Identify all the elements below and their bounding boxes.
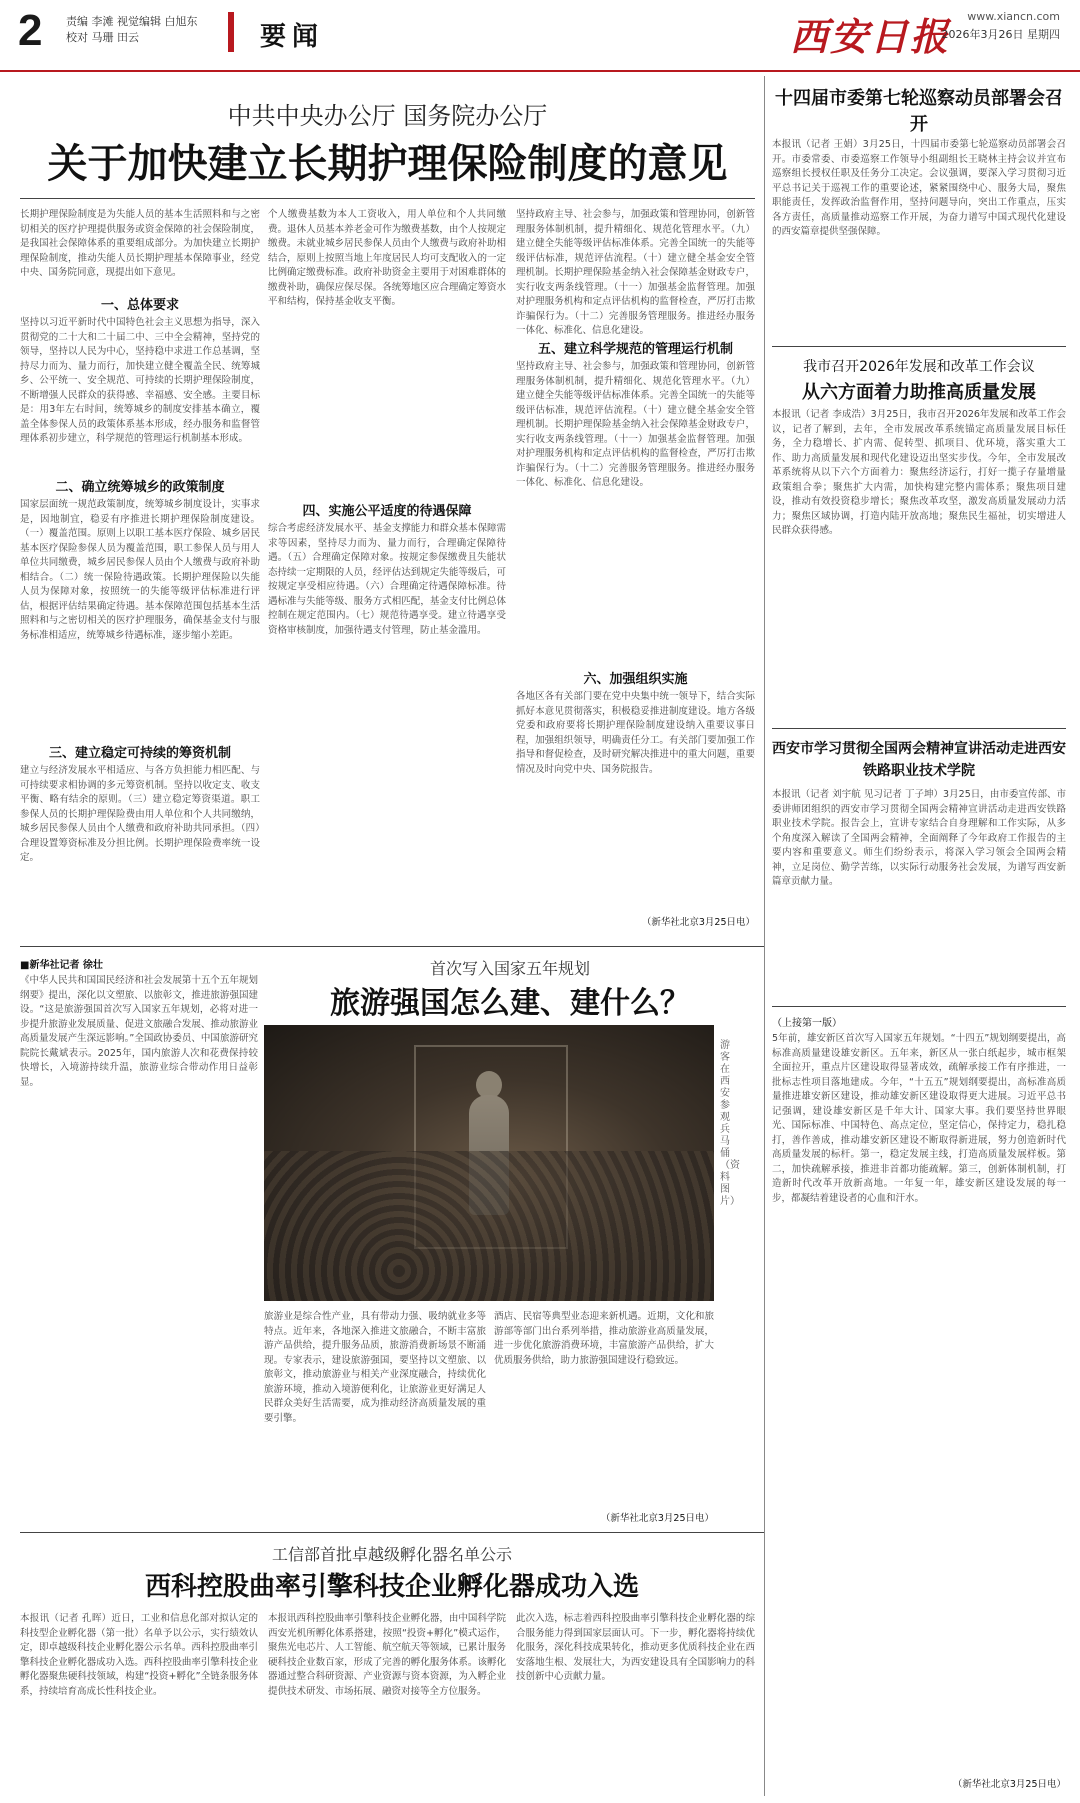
- inspection-text: 本报讯（记者 王娟）3月25日，十四届市委第七轮巡察动员部署会召开。市委常委、市委巡察工作领导小组副组长王晓林主持会议并宣布巡察组长授权任职及任务分工决定。会议强调，要深入学习贯彻习近平总书记关于巡视工作的重要论述，紧紧围绕中心、服务大局，聚焦职能责任，发挥政治监督作用，坚持问题导向，突出工作重点，压实各方责任，高质量推动巡察工作开展，为奋力谱写中国式现代化建设的西安篇章提供坚强保障。: [772, 139, 1066, 237]
- masthead: [0, 0, 1080, 72]
- lead-headline: 关于加快建立长期护理保险制度的意见: [47, 140, 728, 187]
- website-url[interactable]: www.xiancn.com: [967, 10, 1060, 23]
- lead-column-2-text: 个人缴费基数为本人工资收入，用人单位和个人共同缴费。退休人员基本养老金可作为缴费基数，由个人按规定缴费。未就业城乡居民参保人员由个人缴费与政府补助相结合，原则上按照当地上年度居民人均可支配收入的一定比例确定缴费标准。政府补助资金主要用于对困难群体的缴费补助，确保应保尽保。各统筹地区应合理确定筹资水平和结构，保持基金收支平衡。: [268, 209, 506, 307]
- issue-date: 2026年3月26日 星期四: [941, 28, 1060, 41]
- continued-article-source: （新华社北京3月25日电）: [952, 1779, 1066, 1790]
- lead-section-4-text: 综合考虑经济发展水平、基金支撑能力和群众基本保障需求等因素，坚持尽力而为、量力而行，合理确定保障待遇。（五）合理确定保障对象。按规定参保缴费且失能状态持续一定期限的人员，经评估达到规定失能等级后，可按规定享受相应待遇。（六）合理确定待遇保障标准。待遇标准与失能等级、服务方式相匹配，基金支付比例总体控制在规定范围内。（七）规范待遇享受。建立待遇享受资格审核制度，加强待遇支付管理，防止基金滥用。: [268, 523, 506, 636]
- lead-section-1-text: 坚持以习近平新时代中国特色社会主义思想为指导，深入贯彻党的二十大和二十届二中、三中全会精神，坚持党的领导，坚持以人民为中心，坚持稳中求进工作总基调，坚持尽力而为、量力而行，加快建立健全覆盖全民、统筹城乡、公平统一、安全规范、可持续的长期护理保险制度，不断增强人民群众的获得感、幸福感、安全感。主要目标是：用3年左右时间，统筹城乡的制度安排基本确立，覆盖全体参保人员的政策体系基本形成，经办服务和监督管理体系初步建立，科学规范的管理运行机制基本形成。: [20, 317, 260, 444]
- reform-headline: 从六方面着力助推高质量发展: [802, 382, 1036, 403]
- incubator-kicker: 工信部首批卓越级孵化器名单公示: [271, 1545, 512, 1564]
- photo-caption: 游客在西安参观兵马俑（资料图片）: [720, 1040, 740, 1207]
- lead-section-3-title: 三、建立稳定可持续的筹资机制: [48, 746, 231, 761]
- tourism-photo: [264, 1025, 714, 1301]
- section-marker: [228, 12, 434, 52]
- lead-section-4-title: 四、实施公平适度的待遇保障: [302, 504, 472, 519]
- lecture-headline: 西安市学习贯彻全国两会精神宣讲活动走进西安铁路职业技术学院: [772, 741, 1066, 779]
- section-label: 要闻: [260, 22, 325, 52]
- incubator-column-1: 本报讯（记者 孔晖）近日，工业和信息化部对拟认定的科技型企业孵化器（第一批）名单予以公示，实行绩效认定，即卓越级科技企业孵化器公示名单。西科控股曲率引擎科技企业孵化器成功入选。西科控股曲率引擎科技企业孵化器聚焦硬科技领域，构建“投资+孵化”全链条服务体系，持续培育高成长性科技企业。: [20, 1613, 258, 1697]
- bottom-rule: [20, 1532, 764, 1533]
- reform-kicker: 我市召开2026年发展和改革工作会议: [803, 359, 1035, 375]
- lead-section-6-text: 各地区各有关部门要在党中央集中统一领导下，结合实际抓好本意见贯彻落实，积极稳妥推进制度建设。地方各级党委和政府要将长期护理保险制度建设纳入重要议事日程，加强组织领导，明确责任分工。有关部门要加强工作指导和督促检查，及时研究解决推进中的重大问题，重要情况及时向党中央、国务院报告。: [516, 691, 755, 775]
- lead-section-5-title: 五、建立科学规范的管理运行机制: [537, 342, 733, 357]
- editor-credits-line2: 校对 马珊 田云: [66, 31, 139, 44]
- lead-rule: [20, 198, 755, 199]
- editor-credits-line1: 责编 李滩 视觉编辑 白旭东: [66, 15, 198, 28]
- incubator-column-3: 此次入选，标志着西科控股曲率引擎科技企业孵化器的综合服务能力得到国家层面认可。下一步，孵化器将持续优化服务，深化科技成果转化，推动更多优质科技企业在西安落地生根、发展壮大，为西安建设具有全国影响力的科技创新中心贡献力量。: [516, 1613, 755, 1682]
- incubator-headline: 西科控股曲率引擎科技企业孵化器成功入选: [144, 1572, 639, 1602]
- lead-section-5-text: 坚持政府主导、社会参与，加强政策和管理协同，创新管理服务体制机制，提升精细化、规范化管理水平。（九）建立健全失能等级评估标准体系。完善全国统一的失能等级评估标准，规范评估流程。（十）建立健全基金安全管理机制。长期护理保险基金纳入社会保障基金财政专户，实行收支两条线管理。（十一）加强基金监督管理。加强对护理服务机构和定点评估机构的监督检查，严厉打击欺诈骗保行为。（十二）完善服务管理服务。推进经办服务一体化、标准化、信息化建设。: [516, 361, 755, 488]
- page-number: 2: [18, 6, 43, 55]
- lower-column-divider: [764, 1006, 765, 1796]
- lead-section-2-text: 国家层面统一规范政策制度，统筹城乡制度设计，实事求是，因地制宜，稳妥有序推进长期护理保险制度建设。（一）覆盖范围。原则上以职工基本医疗保险、城乡居民基本医疗保险参保人员为覆盖范围，职工参保人员与用人单位共同缴费，城乡居民参保人员由个人缴费与政府补助相结合。（二）统一保险待遇政策。长期护理保险以失能人员为保障对象，按照统一的失能等级评估标准进行评估，根据评估结果确定待遇。基本保障范围包括基本生活照料和与之密切相关的医疗护理服务，确保基金支付与服务标准相适应，统筹城乡待遇标准，逐步缩小差距。: [20, 499, 260, 641]
- reform-text: 本报讯（记者 李成浩）3月25日，我市召开2026年发展和改革工作会议，记者了解到，去年，全市发展改革系统锚定高质量发展目标任务，全力稳增长、扩内需、促转型、抓项目、优环境，落实重大工作、助力高质量发展和现代化建设迈出坚实步伐。今年，全市发展改革系统将从以下六个方面着力：聚焦经济运行，打好一揽子存量增量政策组合拳；聚焦扩大内需，加快构建完整内需体系；聚焦项目建设，推动有效投资稳步增长；聚焦改革攻坚，激发高质量发展动力活力；聚焦区域协调，打造内陆开放高地；聚焦民生福祉，切实增进人民群众获得感。: [772, 409, 1066, 536]
- right-rule-3: [772, 1006, 1066, 1007]
- tourism-headline: 旅游强国怎么建、建什么？: [330, 986, 690, 1021]
- lead-section-3-text: 建立与经济发展水平相适应、与各方负担能力相匹配、与可持续要求相协调的多元筹资机制。坚持以收定支、收支平衡、略有结余的原则。（三）建立稳定筹资渠道。职工参保人员的长期护理保险费由用人单位和个人共同缴纳，城乡居民参保人员由个人缴费和政府补助共同承担。（四）合理设置筹资标准及分担比例。长期护理保险费率统一设定。: [20, 765, 260, 863]
- lead-bottom-rule: [20, 946, 764, 947]
- lead-section-6-title: 六、加强组织实施: [583, 672, 688, 687]
- inspection-headline: 十四届市委第七轮巡察动员部署会召开: [775, 88, 1063, 135]
- tourism-kicker: 首次写入国家五年规划: [429, 959, 590, 978]
- right-rule-1: [772, 346, 1066, 347]
- lead-column-3-text: 坚持政府主导、社会参与，加强政策和管理协同，创新管理服务体制机制，提升精细化、规范化管理水平。（九）建立健全失能等级评估标准体系。完善全国统一的失能等级评估标准，规范评估流程。（十）建立健全基金安全管理机制。长期护理保险基金纳入社会保障基金财政专户，实行收支两条线管理。（十一）加强基金监督管理。加强对护理服务机构和定点评估机构的监督检查，严厉打击欺诈骗保行为。（十二）完善服务管理服务。推进经办服务一体化、标准化、信息化建设。: [516, 209, 755, 336]
- lead-section-2-title: 二、确立统筹城乡的政策制度: [55, 480, 225, 495]
- lecture-text: 本报讯（记者 刘宇航 见习记者 丁子坤）3月25日，由市委宣传部、市委讲师团组织的西安市学习贯彻全国两会精神宣讲活动走进西安铁路职业技术学院。报告会上，宣讲专家结合自身理解和工作实际，从多个角度深入解读了全国两会精神，全面阐释了今年政府工作报告的主要内容和重要意义。师生们纷纷表示，将深入学习领会全国两会精神，立足岗位、勤学苦练，以实际行动服务社会发展，为谱写西安新篇章贡献力量。: [772, 789, 1066, 887]
- tourism-column-3: 酒店、民宿等典型业态迎来新机遇。近期，文化和旅游部等部门出台系列举措，推动旅游业高质量发展，进一步优化旅游消费环境，丰富旅游产品供给，扩大优质服务供给，助力旅游强国建设行稳致远。: [494, 1311, 714, 1366]
- tourism-column-2: 旅游业是综合性产业，具有带动力强、吸纳就业多等特点。近年来，各地深入推进文旅融合，不断丰富旅游产品供给，提升服务品质，旅游消费新场景不断涌现。专家表示，建设旅游强国，要坚持以文塑旅、以旅彰文，推动旅游业与相关产业深度融合，持续优化旅游环境，推动入境游便利化，让旅游业更好满足人民群众美好生活需要，成为推动经济高质量发展的重要引擎。: [264, 1311, 486, 1424]
- lead-intro: 长期护理保险制度是为失能人员的基本生活照料和与之密切相关的医疗护理提供服务或资金保障的社会保险制度，是我国社会保障体系的重要组成部分。为加快建立长期护理保险制度，推动失能人员长期护理基本保障事业，经党中央、国务院同意，现提出如下意见。: [20, 209, 260, 278]
- incubator-column-2: 本报讯西科控股曲率引擎科技企业孵化器，由中国科学院西安光机所孵化体系搭建，按照“投资+孵化”模式运作，聚焦光电芯片、人工智能、航空航天等领域，已累计服务硬科技企业数百家，形成了完善的孵化服务体系。该孵化器通过整合科研资源、产业资源与资本资源，为入孵企业提供技术研发、市场拓展、融资对接等全方位服务。: [268, 1613, 506, 1697]
- lead-source: （新华社北京3月25日电）: [641, 917, 755, 928]
- newspaper-logo: 西安日报: [790, 14, 951, 59]
- continued-label: （上接第一版）: [772, 1018, 842, 1029]
- photo-crowd: [264, 1151, 714, 1301]
- tourism-source: （新华社北京3月25日电）: [600, 1513, 714, 1524]
- editor-credits: [66, 14, 198, 46]
- continued-article-text: 5年前，雄安新区首次写入国家五年规划。“十四五”规划纲要提出，高标准高质量建设雄安新区。五年来，新区从一张白纸起步，城市框架全面拉开，重点片区建设取得显著成效，疏解承接工作有序推进，一批标志性项目落地建成。今年，“十五五”规划纲要提出，高标准高质量推进雄安新区建设，推动雄安新区建设取得更大进展。习近平总书记强调，建设雄安新区是千年大计、国家大事。我们要坚持世界眼光、国际标准、中国特色、高点定位，坚定信心，保持定力，稳扎稳打，善作善成，推动雄安新区建设不断取得新进展，努力创造新时代高质量发展的标杆。第一，稳定发展主线，打造高质量发展样板。第二，加快疏解承接，推进非首都功能疏解。第三，创新体制机制，打造新时代改革开放新高地。一年复一年，雄安新区建设发展的每一步，都凝结着建设者的心血和汗水。: [772, 1033, 1066, 1204]
- right-rule-2: [772, 728, 1066, 729]
- tourism-column-1: 《中华人民共和国国民经济和社会发展第十五个五年规划纲要》提出，深化以文塑旅、以旅彰文，推进旅游强国建设。“这是旅游强国首次写入国家五年规划，必将对进一步提升旅游业发展质量、促进文旅融合发展、推动旅游业高质量发展产生深远影响。”全国政协委员、中国旅游研究院院长戴斌表示。2025年，国内旅游人次和花费保持较快增长，入境游持续升温，旅游业综合带动作用日益彰显。: [20, 975, 258, 1088]
- lead-kicker: 中共中央办公厅 国务院办公厅: [227, 102, 548, 130]
- tourism-byline: ■新华社记者 徐壮: [20, 960, 103, 971]
- lead-section-1-title: 一、总体要求: [100, 298, 179, 313]
